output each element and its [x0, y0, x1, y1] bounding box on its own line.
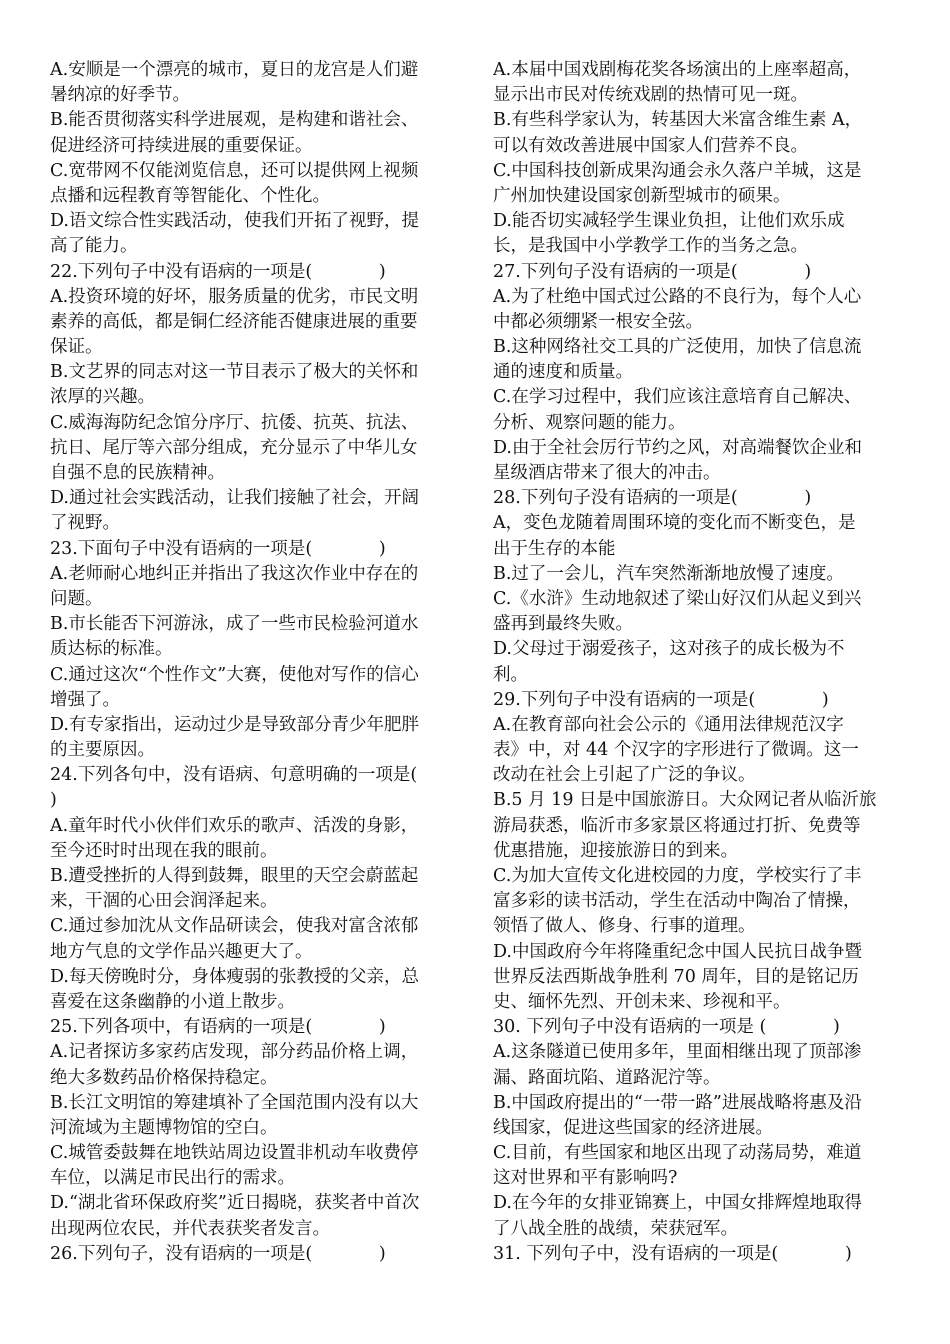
- text-line: C.《水浒》生动地叙述了梁山好汉们从起义到兴: [493, 588, 862, 609]
- text-line: B.市长能否下河游泳，成了一些市民检验河道水: [50, 614, 419, 635]
- right-column: [493, 58, 898, 1267]
- text-line: 可以有效改善进展中国家人们营养不良。: [493, 135, 808, 156]
- text-line: 优惠措施，迎接旅游日的到来。: [493, 840, 738, 861]
- text-line: 暑纳凉的好季节。: [50, 85, 190, 106]
- text-line: 领悟了做人、修身、行事的道理。: [493, 916, 756, 937]
- text-line: 游局获悉，临沂市多家景区将通过打折、免费等: [493, 815, 861, 836]
- text-line: 22.下列句子中没有语病的一项是( ): [50, 261, 386, 282]
- text-line: 世界反法西斯战争胜利 70 周年，目的是铭记历: [493, 966, 859, 987]
- text-line: 29.下列句子中没有语病的一项是( ): [493, 689, 829, 710]
- text-line: D.父母过于溺爱孩子，这对孩子的成长极为不: [493, 639, 845, 660]
- text-line: 自强不息的民族精神。: [50, 463, 225, 483]
- text-line: C.在学习过程中，我们应该注意培育自己解决、: [493, 387, 862, 408]
- text-line: A.为了杜绝中国式过公路的不良行为，每个人心: [493, 286, 862, 307]
- text-line: 绝大多数药品价格保持稳定。: [50, 1067, 278, 1088]
- text-line: 分析、观察问题的能力。: [493, 412, 686, 433]
- text-line: 漏、路面坑陷、道路泥泞等。: [493, 1067, 721, 1088]
- text-line: 26.下列句子，没有语病的一项是( ): [50, 1243, 386, 1264]
- text-line: B.过了一会儿，汽车突然渐渐地放慢了速度。: [493, 563, 844, 584]
- text-line: ): [50, 790, 57, 811]
- text-line: 改动在社会上引起了广泛的争议。: [493, 765, 756, 786]
- text-line: 出现两位农民，并代表获奖者发言。: [50, 1218, 330, 1239]
- text-line: 中都必须绷紧一根安全弦。: [493, 311, 703, 332]
- text-line: 保证。: [50, 337, 103, 358]
- text-line: D.在今年的女排亚锦赛上，中国女排辉煌地取得: [493, 1193, 862, 1214]
- text-line: D.能否切实减轻学生课业负担，让他们欢乐成: [493, 211, 845, 232]
- text-line: C.目前，有些国家和地区出现了动荡局势，难道: [493, 1143, 862, 1164]
- text-line: 线国家，促进这些国家的经济进展。: [493, 1117, 773, 1138]
- text-line: C.威海海防纪念馆分序厅、抗倭、抗英、抗法、: [50, 412, 419, 433]
- text-line: 的主要原因。: [50, 740, 155, 761]
- text-line: C.通过参加沈从文作品研读会，使我对富含浓郁: [50, 916, 419, 937]
- text-line: 利。: [493, 664, 528, 685]
- text-line: 地方气息的文学作品兴趣更大了。: [50, 941, 313, 962]
- text-line: 问题。: [50, 588, 103, 609]
- text-line: A.这条隧道已使用多年，里面相继出现了顶部渗: [493, 1042, 862, 1063]
- text-line: D.通过社会实践活动，让我们接触了社会，开阔: [50, 488, 419, 509]
- text-line: A.本届中国戏剧梅花奖各场演出的上座率超高，: [493, 60, 862, 80]
- text-line: 星级酒店带来了很大的冲击。: [493, 463, 721, 483]
- text-line: A，变色龙随着周围环境的变化而不断变色，是: [493, 513, 856, 534]
- text-line: 河流域为主题博物馆的空白。: [50, 1117, 278, 1138]
- text-line: 来，干涸的心田会润泽起来。: [50, 891, 278, 912]
- text-line: 30. 下列句子中没有语病的一项是 ( ): [493, 1017, 840, 1038]
- text-line: 31. 下列句子中，没有语病的一项是( ): [493, 1243, 852, 1264]
- text-line: 喜爱在这条幽静的小道上散步。: [50, 991, 295, 1012]
- text-line: 这对世界和平有影响吗?: [493, 1168, 678, 1189]
- text-line: 出于生存的本能: [493, 538, 616, 559]
- text-line: 促进经济可持续进展的重要保证。: [50, 135, 313, 156]
- text-line: D.由于全社会厉行节约之风，对高端餐饮企业和: [493, 437, 862, 458]
- text-line: 增强了。: [50, 689, 120, 710]
- text-line: 富多彩的读书活动，学生在活动中陶冶了情操，: [493, 891, 861, 912]
- text-line: B.能否贯彻落实科学进展观，是构建和谐社会、: [50, 110, 419, 131]
- text-line: C.中国科技创新成果沟通会永久落户羊城，这是: [493, 160, 862, 181]
- left-column: [50, 58, 455, 1267]
- text-line: C.为加大宣传文化进校园的力度，学校实行了丰: [493, 866, 862, 886]
- text-line: A.安顺是一个漂亮的城市，夏日的龙宫是人们避: [50, 60, 419, 80]
- text-line: A.记者探访多家药店发现，部分药品价格上调，: [50, 1042, 419, 1063]
- text-line: 史、缅怀先烈、开创未来、珍视和平。: [493, 991, 791, 1012]
- text-line: B.这种网络社交工具的广泛使用，加快了信息流: [493, 337, 862, 358]
- text-line: 23.下面句子中没有语病的一项是( ): [50, 538, 386, 559]
- text-line: D.语文综合性实践活动，使我们开拓了视野，提: [50, 211, 419, 232]
- text-line: A.投资环境的好坏，服务质量的优劣，市民文明: [50, 286, 419, 307]
- text-line: 至今还时时出现在我的眼前。: [50, 840, 278, 861]
- text-line: 了视野。: [50, 513, 120, 534]
- text-line: 抗日、尾厅等六部分组成，充分显示了中华儿女: [50, 437, 418, 458]
- text-line: A.老师耐心地纠正并指出了我这次作业中存在的: [50, 563, 419, 584]
- text-line: 长，是我国中小学教学工作的当务之急。: [493, 236, 808, 257]
- text-line: D.有专家指出，运动过少是导致部分青少年肥胖: [50, 714, 419, 735]
- text-line: C.城管委鼓舞在地铁站周边设置非机动车收费停: [50, 1143, 419, 1164]
- text-line: 了八战全胜的战绩，荣获冠军。: [493, 1218, 738, 1239]
- text-line: 表》中，对 44 个汉字的字形进行了微调。这一: [493, 740, 859, 761]
- text-line: B.5 月 19 日是中国旅游日。大众网记者从临沂旅: [493, 790, 877, 811]
- text-line: 点播和远程教育等智能化、个性化。: [50, 185, 330, 206]
- text-line: D.“湖北省环保政府奖”近日揭晓，获奖者中首次: [50, 1193, 420, 1214]
- text-line: B.有些科学家认为，转基因大米富含维生素 A，: [493, 110, 863, 131]
- text-line: 25.下列各项中，有语病的一项是( ): [50, 1017, 386, 1038]
- text-line: B.中国政府提出的“一带一路”进展战略将惠及沿: [493, 1092, 862, 1113]
- text-line: C.通过这次“个性作文”大赛，使他对写作的信心: [50, 664, 419, 685]
- text-line: B.遭受挫折的人得到鼓舞，眼里的天空会蔚蓝起: [50, 866, 419, 886]
- text-line: 24.下列各句中，没有语病、句意明确的一项是(: [50, 765, 418, 786]
- text-line: 27.下列句子没有语病的一项是( ): [493, 261, 812, 282]
- text-line: D.每天傍晚时分，身体瘦弱的张教授的父亲，总: [50, 966, 419, 987]
- text-line: 质达标的标准。: [50, 639, 173, 660]
- text-line: 车位，以满足市民出行的需求。: [50, 1168, 295, 1189]
- text-line: 广州加快建设国家创新型城市的硕果。: [493, 185, 791, 206]
- text-line: C.宽带网不仅能浏览信息，还可以提供网上视频: [50, 160, 419, 181]
- text-line: 盛再到最终失败。: [493, 614, 633, 635]
- text-line: 28.下列句子没有语病的一项是( ): [493, 488, 812, 509]
- text-line: 浓厚的兴趣。: [50, 387, 155, 408]
- text-line: 素养的高低，都是铜仁经济能否健康进展的重要: [50, 311, 418, 332]
- text-line: B.文艺界的同志对这一节目表示了极大的关怀和: [50, 362, 419, 383]
- text-line: 通的速度和质量。: [493, 362, 633, 383]
- text-line: 显示出市民对传统戏剧的热情可见一斑。: [493, 85, 808, 106]
- text-line: B.长江文明馆的筹建填补了全国范围内没有以大: [50, 1092, 419, 1113]
- text-line: 高了能力。: [50, 236, 138, 257]
- text-line: A.童年时代小伙伴们欢乐的歌声、活泼的身影，: [50, 815, 419, 836]
- text-line: A.在教育部向社会公示的《通用法律规范汉字: [493, 714, 844, 735]
- text-line: D.中国政府今年将隆重纪念中国人民抗日战争暨: [493, 941, 862, 962]
